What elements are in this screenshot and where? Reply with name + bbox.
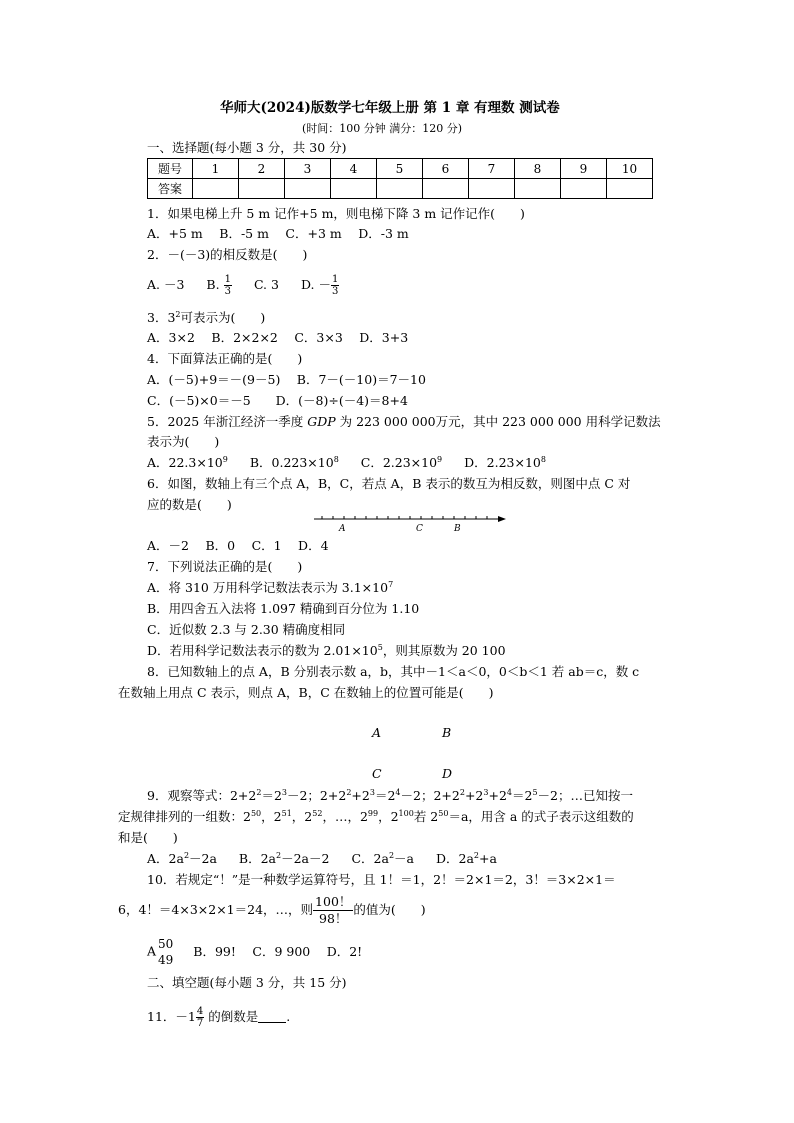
- superscript: 2: [276, 851, 282, 860]
- text: ，2: [261, 809, 282, 824]
- option-b: B．2a: [238, 851, 277, 866]
- question-4-options-row2: C．(－5)×0＝－5 D．(－8)÷(－4)＝8+4: [147, 393, 408, 408]
- question-7-option-a: [147, 580, 393, 596]
- point-c-label: C: [416, 524, 423, 534]
- superscript: 7: [388, 580, 394, 589]
- question-9-options: [147, 851, 497, 867]
- answer-cell[interactable]: [469, 179, 515, 199]
- frac-num: 1: [331, 274, 339, 285]
- text: 可表示为( ): [180, 310, 266, 325]
- question-10-line2: [118, 894, 426, 927]
- answer-cell[interactable]: [193, 179, 239, 199]
- fraction-50-49: [156, 936, 175, 968]
- option-c: C．2.23×10: [360, 455, 438, 470]
- superscript: 100: [398, 809, 414, 818]
- answer-cell[interactable]: [377, 179, 423, 199]
- superscript: 99: [367, 809, 379, 818]
- superscript: 52: [312, 809, 323, 818]
- table-cell: 5: [377, 159, 423, 179]
- option-d: D．2a: [435, 851, 474, 866]
- section-heading-fill: 二、填空题(每小题 3 分，共 15 分): [147, 975, 347, 990]
- text: ＝a，用含 a 的式子表示这组数的: [448, 809, 634, 824]
- question-4-stem: 4．下面算法正确的是( ): [147, 351, 303, 366]
- option-c: C．2a: [351, 851, 389, 866]
- option-a: A. －3: [147, 277, 185, 292]
- superscript: 8: [540, 455, 546, 464]
- question-10-line1: 10．若规定“！”是一种数学运算符号，且 1！＝1，2！＝2×1＝2，3！＝3×2×1＝: [147, 872, 616, 887]
- text: 的倒数是: [204, 1009, 259, 1024]
- point-a-label: A: [339, 524, 346, 534]
- number-line-figure: [312, 510, 508, 534]
- question-6-stem-line2: 应的数是( ): [147, 497, 232, 512]
- superscript: 2: [388, 851, 395, 860]
- fraction-one-third: [331, 274, 339, 297]
- question-5-options: [147, 455, 546, 471]
- text: +2: [464, 788, 484, 803]
- figure-option-b: B: [442, 725, 452, 740]
- table-cell: 10: [607, 159, 653, 179]
- text: .: [286, 1009, 291, 1024]
- text: －2；2+2: [286, 788, 347, 803]
- superscript: 2: [183, 851, 190, 860]
- superscript: 4: [395, 788, 401, 797]
- frac-num: 100！: [315, 894, 352, 909]
- superscript: 2: [473, 851, 479, 860]
- question-2-stem: 2．－(－3)的相反数是( ): [147, 247, 308, 262]
- question-9-line2: [118, 809, 634, 825]
- text: ，则其原数为 20 100: [382, 643, 506, 658]
- frac-den: 3: [331, 286, 339, 297]
- answer-cell[interactable]: [515, 179, 561, 199]
- option-d: D. －: [300, 277, 331, 292]
- superscript: 2: [346, 788, 352, 797]
- frac-num: 1: [224, 274, 231, 285]
- table-cell: 4: [331, 159, 377, 179]
- frac-den: 49: [158, 953, 174, 967]
- superscript: 5: [377, 643, 383, 652]
- superscript: 50: [438, 809, 449, 818]
- text: ，2: [291, 809, 313, 824]
- question-5-stem-line1: [147, 414, 661, 430]
- text: 6，4！＝4×3×2×1＝24，…，则: [118, 902, 314, 917]
- superscript: 2: [256, 788, 262, 797]
- text: 为 223 000 000万元，其中 223 000 000 用科学记数法: [335, 414, 661, 429]
- superscript: 2: [175, 310, 181, 319]
- text: －2a－2: [281, 851, 330, 866]
- text: A．将 310 万用科学记数法表示为 3.1×10: [147, 580, 389, 595]
- option-b: B.: [206, 277, 220, 292]
- text: D．若用科学记数法表示的数为 2.01×10: [147, 643, 378, 658]
- answer-cell[interactable]: [239, 179, 285, 199]
- text: －2；…已知按一: [537, 788, 634, 803]
- option-a: A: [147, 943, 157, 959]
- question-9-line3: 和是( ): [118, 830, 178, 845]
- text: ＝2: [512, 788, 533, 803]
- table-cell: 6: [423, 159, 469, 179]
- text: 定规律排列的一组数：2: [118, 809, 251, 824]
- question-2-options: [147, 274, 339, 297]
- superscript: 51: [281, 809, 292, 818]
- answer-cell[interactable]: [331, 179, 377, 199]
- superscript: 3: [369, 788, 375, 797]
- answer-cell[interactable]: [423, 179, 469, 199]
- frac-den: 7: [196, 1018, 204, 1029]
- answer-cell[interactable]: [561, 179, 607, 199]
- text: GDP: [307, 414, 336, 429]
- option-c: C. 3: [253, 277, 279, 292]
- table-cell: 9: [561, 159, 607, 179]
- table-cell: 1: [193, 159, 239, 179]
- text: －2a: [189, 851, 217, 866]
- text: 3．3: [147, 310, 176, 325]
- question-10-options: [147, 936, 362, 968]
- text: ＝2: [374, 788, 396, 803]
- question-7-option-d: [147, 643, 506, 659]
- superscript: 5: [532, 788, 538, 797]
- frac-den: 98！: [319, 911, 348, 926]
- text: 的值为( ): [353, 902, 426, 917]
- frac-num: 50: [158, 937, 174, 951]
- fraction-factorial: [313, 894, 353, 927]
- superscript: 50: [250, 809, 262, 818]
- table-row: [148, 179, 653, 199]
- table-cell: 3: [285, 159, 331, 179]
- answer-blank[interactable]: [258, 1010, 286, 1023]
- superscript: 3: [281, 788, 287, 797]
- superscript: 3: [483, 788, 489, 797]
- text: +a: [479, 851, 497, 866]
- option-a: A．2a: [147, 851, 184, 866]
- answer-table: [147, 158, 653, 199]
- question-1-options: A．+5 m B．-5 m C．+3 m D．-3 m: [147, 226, 409, 241]
- question-8-stem-line2: 在数轴上用点 C 表示，则点 A，B，C 在数轴上的位置可能是( ): [118, 685, 494, 700]
- question-7-option-b: B．用四舍五入法将 1.097 精确到百分位为 1.10: [147, 601, 420, 616]
- answer-cell[interactable]: [285, 179, 331, 199]
- question-3-stem: [147, 310, 265, 326]
- table-cell: 8: [515, 159, 561, 179]
- superscript: 9: [222, 455, 228, 464]
- table-cell: 答案: [148, 179, 193, 199]
- fraction-one-third: [224, 274, 232, 297]
- options-rest: B．99! C．9 900 D．2!: [193, 943, 363, 959]
- figure-option-c: C: [372, 766, 382, 781]
- question-9-line1: [147, 788, 633, 804]
- option-b: B．0.223×10: [249, 455, 334, 470]
- question-3-options: A．3×2 B．2×2×2 C．3×3 D．3+3: [147, 330, 409, 345]
- frac-num: 4: [196, 1006, 204, 1017]
- question-4-options-row1: A．(－5)+9＝－(9－5) B．7－(－10)＝7－10: [147, 372, 426, 387]
- question-5-stem-line2: 表示为( ): [147, 434, 220, 449]
- text: ，…，2: [322, 809, 368, 824]
- figure-option-d: D: [442, 766, 453, 781]
- answer-cell[interactable]: [607, 179, 653, 199]
- superscript: 9: [437, 455, 443, 464]
- fraction-four-sevenths: [196, 1006, 204, 1029]
- superscript: 8: [333, 455, 339, 464]
- text: 若 2: [413, 809, 439, 824]
- table-cell: 7: [469, 159, 515, 179]
- question-11: [147, 1006, 290, 1029]
- text: +2: [488, 788, 507, 803]
- superscript: 4: [506, 788, 512, 797]
- question-7-stem: 7．下列说法正确的是( ): [147, 559, 303, 574]
- section-heading-choice: 一、选择题(每小题 3 分，共 30 分): [147, 140, 347, 155]
- text: 9．观察等式：2+2: [147, 788, 257, 803]
- point-b-label: B: [454, 524, 461, 534]
- question-7-option-c: C．近似数 2.3 与 2.30 精确度相同: [147, 622, 346, 637]
- question-1-stem: 1．如果电梯上升 5 m 记作+5 m，则电梯下降 3 m 记作记作( ): [147, 206, 525, 221]
- superscript: 2: [459, 788, 465, 797]
- question-6-options: A．－2 B．0 C．1 D．4: [147, 538, 329, 553]
- option-d: D．2.23×10: [464, 455, 541, 470]
- table-row: [148, 159, 653, 179]
- figure-option-a: A: [372, 725, 382, 740]
- text: －2；2+2: [400, 788, 460, 803]
- option-a: A．22.3×10: [147, 455, 223, 470]
- text: ＝2: [261, 788, 282, 803]
- table-cell: 题号: [148, 159, 193, 179]
- exam-info: (时间：100 分钟 满分：120 分): [302, 122, 463, 135]
- frac-den: 3: [224, 286, 231, 297]
- question-8-stem-line1: 8．已知数轴上的点 A，B 分别表示数 a，b，其中－1＜a＜0，0＜b＜1 若 ab＝c，数 c: [147, 664, 640, 679]
- page-title: 华师大(2024)版数学七年级上册 第 1 章 有理数 测试卷: [220, 100, 560, 116]
- table-cell: 2: [239, 159, 285, 179]
- question-6-stem-line1: 6．如图，数轴上有三个点 A，B，C，若点 A，B 表示的数互为相反数，则图中点 C 对: [147, 476, 631, 491]
- text: +2: [351, 788, 370, 803]
- text: －a: [394, 851, 414, 866]
- arrow-head-icon: [498, 516, 506, 522]
- text: 5．2025 年浙江经济一季度: [147, 414, 308, 429]
- text: 11．－1: [147, 1009, 196, 1024]
- text: ，2: [378, 809, 399, 824]
